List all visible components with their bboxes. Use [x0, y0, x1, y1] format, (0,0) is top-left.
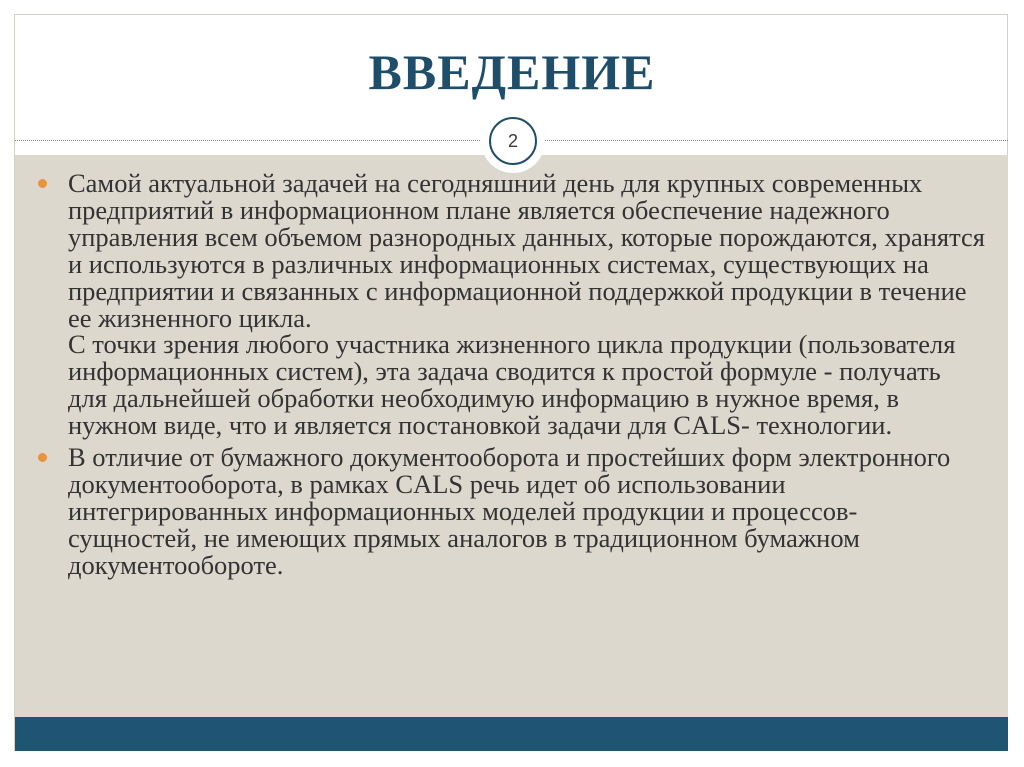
- bullet-1-paragraph-1: Самой актуальной задачей на сегодняшний день для крупных современных предприятий в информационном плане является обеспечение надежного управления всем объемом разнородных данных, которые порождаются, хранятся и используются в различных информационных системах, существующих на предприятии и связанных с информационной поддержкой продукции в течение ее жизненного цикла.: [68, 168, 985, 333]
- bullet-list: [36, 170, 986, 584]
- bullet-1-paragraph-2: С точки зрения любого участника жизненного цикла продукции (пользователя информационных систем), эта задача сводится к простой формуле - получать для дальнейшей обработки необходимую информацию в нужное время, в нужном виде, что и является постановкой задачи для CALS- технологии.: [68, 329, 956, 441]
- bullet-2-paragraph-1: В отличие от бумажного документооборота и простейших форм электронного документооборота, в рамках CALS речь идет об использовании интегрированных информационных моделей продукции и процессов-сущностей, не имеющих прямых аналогов в традиционном бумажном документообороте.: [68, 442, 951, 580]
- bullet-item-1: [36, 170, 986, 439]
- page-number: 2: [489, 117, 537, 165]
- page-number-badge: [481, 109, 545, 173]
- bullet-item-2: [36, 444, 986, 579]
- bottom-bar: [15, 717, 1008, 751]
- bullet-marker-icon: [38, 179, 47, 188]
- slide-title: ВВЕДЕНИЕ: [368, 44, 656, 100]
- bullet-marker-icon: [38, 453, 47, 462]
